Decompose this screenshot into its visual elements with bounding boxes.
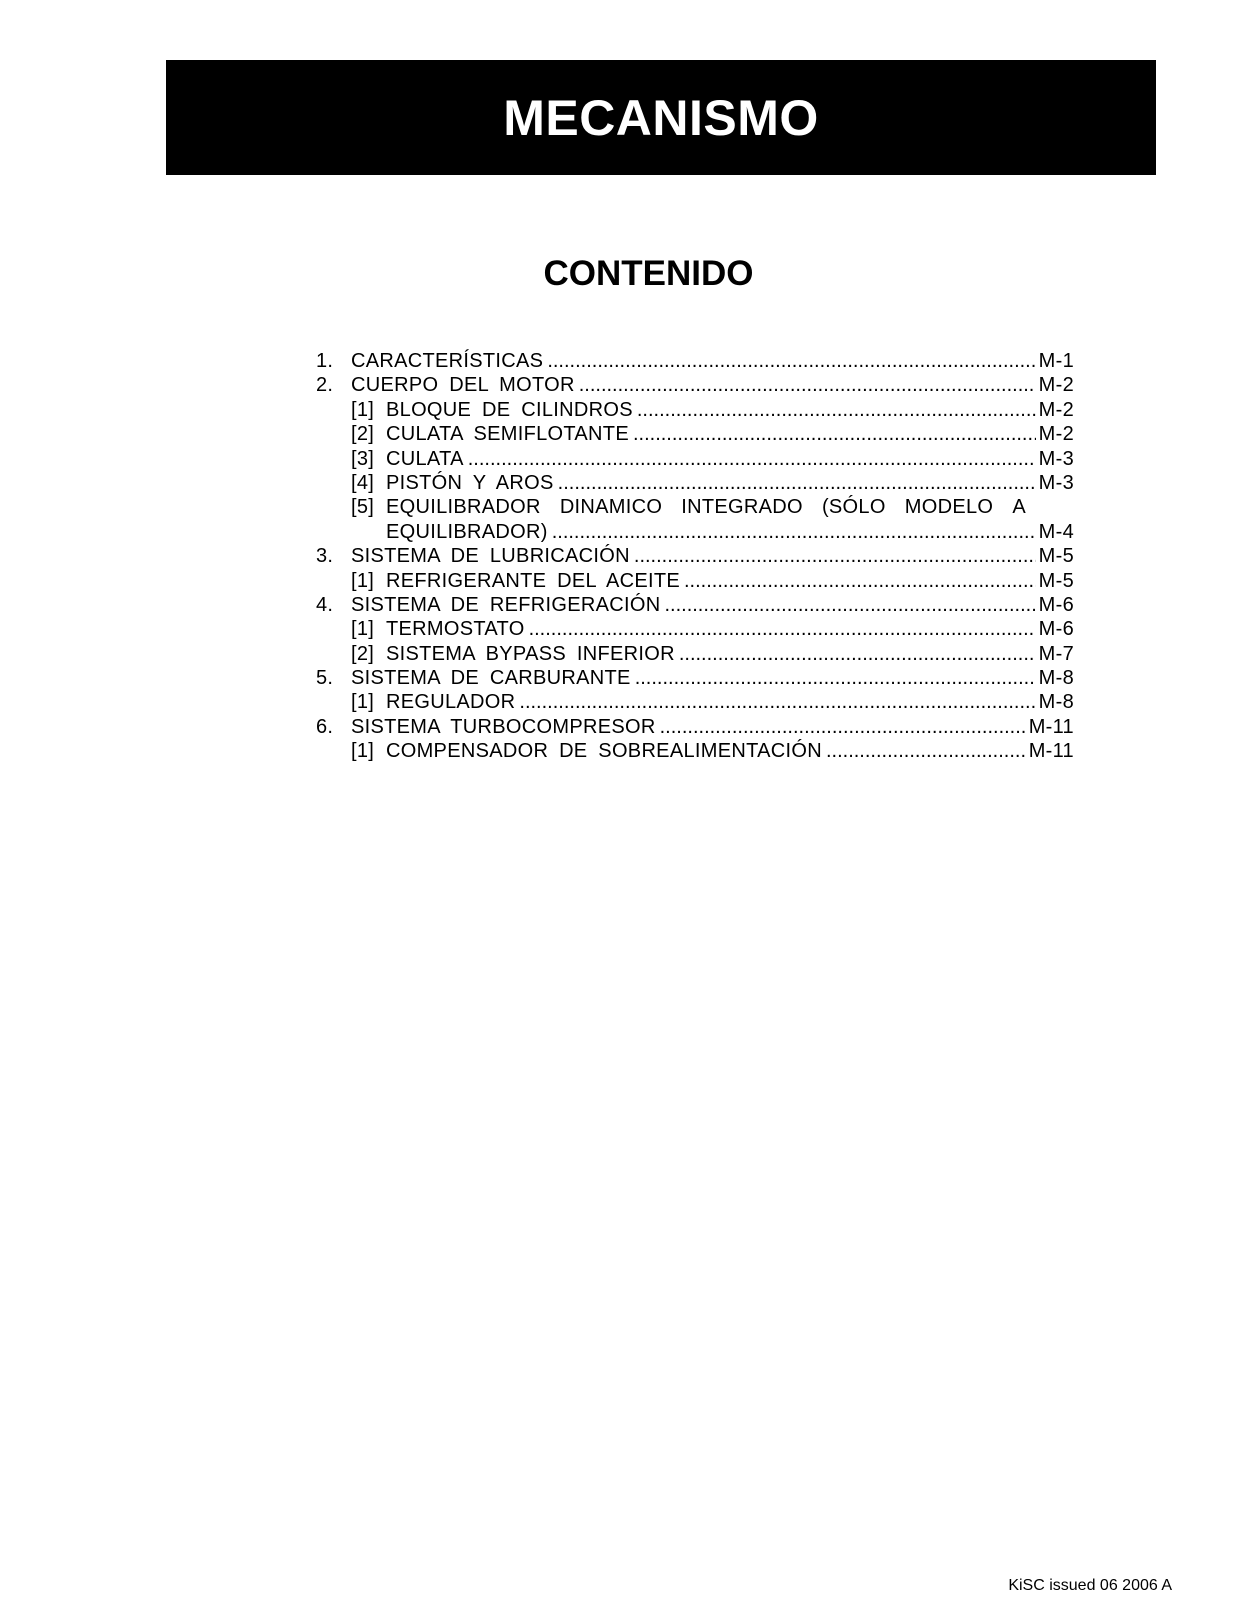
page-title: MECANISMO <box>503 89 819 146</box>
toc-leader-dots <box>684 569 1036 593</box>
toc-entry-number: 1. <box>316 350 334 372</box>
toc-subentry-label: CULATA <box>386 447 464 470</box>
toc-entry-page: M-4 <box>1038 520 1074 543</box>
toc-subentry-label: EQUILIBRADOR) <box>386 520 548 543</box>
toc-leader-dots <box>558 471 1036 495</box>
toc-entry-label: CUERPO DEL MOTOR <box>351 374 575 397</box>
toc-leader-dots <box>519 690 1035 714</box>
toc-entry-label: SISTEMA DE REFRIGERACIÓN <box>351 593 661 616</box>
toc-entry[interactable] <box>316 544 1074 568</box>
toc-subentry[interactable] <box>316 495 1074 519</box>
toc-entry[interactable] <box>316 349 1074 373</box>
toc-entry-page: M-2 <box>1038 423 1074 446</box>
toc-leader-dots <box>635 666 1036 690</box>
toc-subentry-number: [2] <box>351 642 375 665</box>
toc-subentry-number: [1] <box>351 740 375 763</box>
toc-label-word: DINAMICO <box>559 496 663 519</box>
toc-label-word: A <box>1012 496 1026 519</box>
toc-entry-page: M-11 <box>1028 715 1074 738</box>
toc-entry-page: M-7 <box>1038 642 1074 665</box>
toc-entry-page: M-8 <box>1038 667 1074 690</box>
table-of-contents <box>316 349 1074 764</box>
toc-subentry-number: [1] <box>351 398 375 421</box>
toc-leader-dots <box>468 447 1036 471</box>
toc-entry-number: 2. <box>316 374 334 397</box>
toc-entry-page: M-1 <box>1038 350 1074 372</box>
toc-subentry[interactable] <box>316 617 1074 641</box>
toc-leader-dots <box>634 544 1036 568</box>
toc-subentry[interactable] <box>316 471 1074 495</box>
toc-entry-number: 3. <box>316 545 334 568</box>
toc-leader-dots <box>637 398 1036 422</box>
toc-entry[interactable] <box>316 593 1074 617</box>
toc-subentry-number: [1] <box>351 569 375 592</box>
toc-subentry-number: [4] <box>351 471 375 494</box>
toc-leader-dots <box>660 715 1026 739</box>
toc-entry-page: M-8 <box>1038 691 1074 714</box>
toc-entry-number: 5. <box>316 667 334 690</box>
toc-entry-page: M-6 <box>1038 593 1074 616</box>
toc-subentry-number: [1] <box>351 691 375 714</box>
toc-subentry-number: [3] <box>351 447 375 470</box>
toc-entry-page: M-11 <box>1028 740 1074 763</box>
toc-subentry-label <box>386 495 1026 519</box>
toc-subentry-number: [5] <box>351 496 375 519</box>
toc-entry-page: M-2 <box>1038 398 1074 421</box>
toc-subentry[interactable] <box>316 447 1074 471</box>
toc-subentry-continuation[interactable] <box>316 520 1074 544</box>
toc-subentry-number: [1] <box>351 618 375 641</box>
toc-subentry-label: REFRIGERANTE DEL ACEITE <box>386 569 680 592</box>
toc-subentry[interactable] <box>316 569 1074 593</box>
toc-leader-dots <box>552 520 1036 544</box>
toc-subentry-label: REGULADOR <box>386 691 516 714</box>
toc-entry-label: SISTEMA DE LUBRICACIÓN <box>351 545 630 568</box>
toc-heading: CONTENIDO <box>543 254 754 293</box>
toc-label-word: MODELO <box>904 496 994 519</box>
toc-leader-dots <box>547 349 1035 373</box>
toc-entry-label: SISTEMA TURBOCOMPRESOR <box>351 715 656 738</box>
toc-label-word: INTEGRADO <box>681 496 803 519</box>
toc-subentry-label: BLOQUE DE CILINDROS <box>386 398 633 421</box>
toc-entry-page: M-3 <box>1038 471 1074 494</box>
toc-entry-label: SISTEMA DE CARBURANTE <box>351 667 631 690</box>
toc-entry-number: 6. <box>316 715 334 738</box>
toc-subentry-label: COMPENSADOR DE SOBREALIMENTACIÓN <box>386 740 822 763</box>
toc-subentry[interactable] <box>316 422 1074 446</box>
toc-subentry[interactable] <box>316 398 1074 422</box>
toc-entry-page: M-5 <box>1038 569 1074 592</box>
toc-entry-page: M-5 <box>1038 545 1074 568</box>
toc-subentry[interactable] <box>316 642 1074 666</box>
toc-leader-dots <box>664 593 1035 617</box>
toc-entry[interactable] <box>316 715 1074 739</box>
header-banner <box>166 60 1156 175</box>
toc-subentry-label: CULATA SEMIFLOTANTE <box>386 423 629 446</box>
toc-entry-page: M-2 <box>1038 374 1074 397</box>
toc-subentry-label: TERMOSTATO <box>386 618 525 641</box>
toc-subentry-label: SISTEMA BYPASS INFERIOR <box>386 642 675 665</box>
toc-entry-page: M-3 <box>1038 447 1074 470</box>
toc-leader-dots <box>579 373 1036 397</box>
toc-leader-dots <box>826 739 1026 763</box>
toc-subentry-label: PISTÓN Y AROS <box>386 471 554 494</box>
toc-label-word: EQUILIBRADOR <box>386 496 541 519</box>
toc-entry-number: 4. <box>316 593 334 616</box>
toc-leader-dots <box>633 422 1036 446</box>
toc-leader-dots <box>529 617 1036 641</box>
toc-subentry-number: [2] <box>351 423 375 446</box>
toc-label-word: (SÓLO <box>821 496 886 519</box>
toc-subentry[interactable] <box>316 739 1074 763</box>
toc-leader-dots <box>679 642 1036 666</box>
footer-issue-note: KiSC issued 06 2006 A <box>1008 1577 1172 1594</box>
toc-entry-label: CARACTERÍSTICAS <box>351 350 544 372</box>
toc-entry[interactable] <box>316 666 1074 690</box>
toc-entry[interactable] <box>316 373 1074 397</box>
toc-entry-page: M-6 <box>1038 618 1074 641</box>
toc-subentry[interactable] <box>316 690 1074 714</box>
